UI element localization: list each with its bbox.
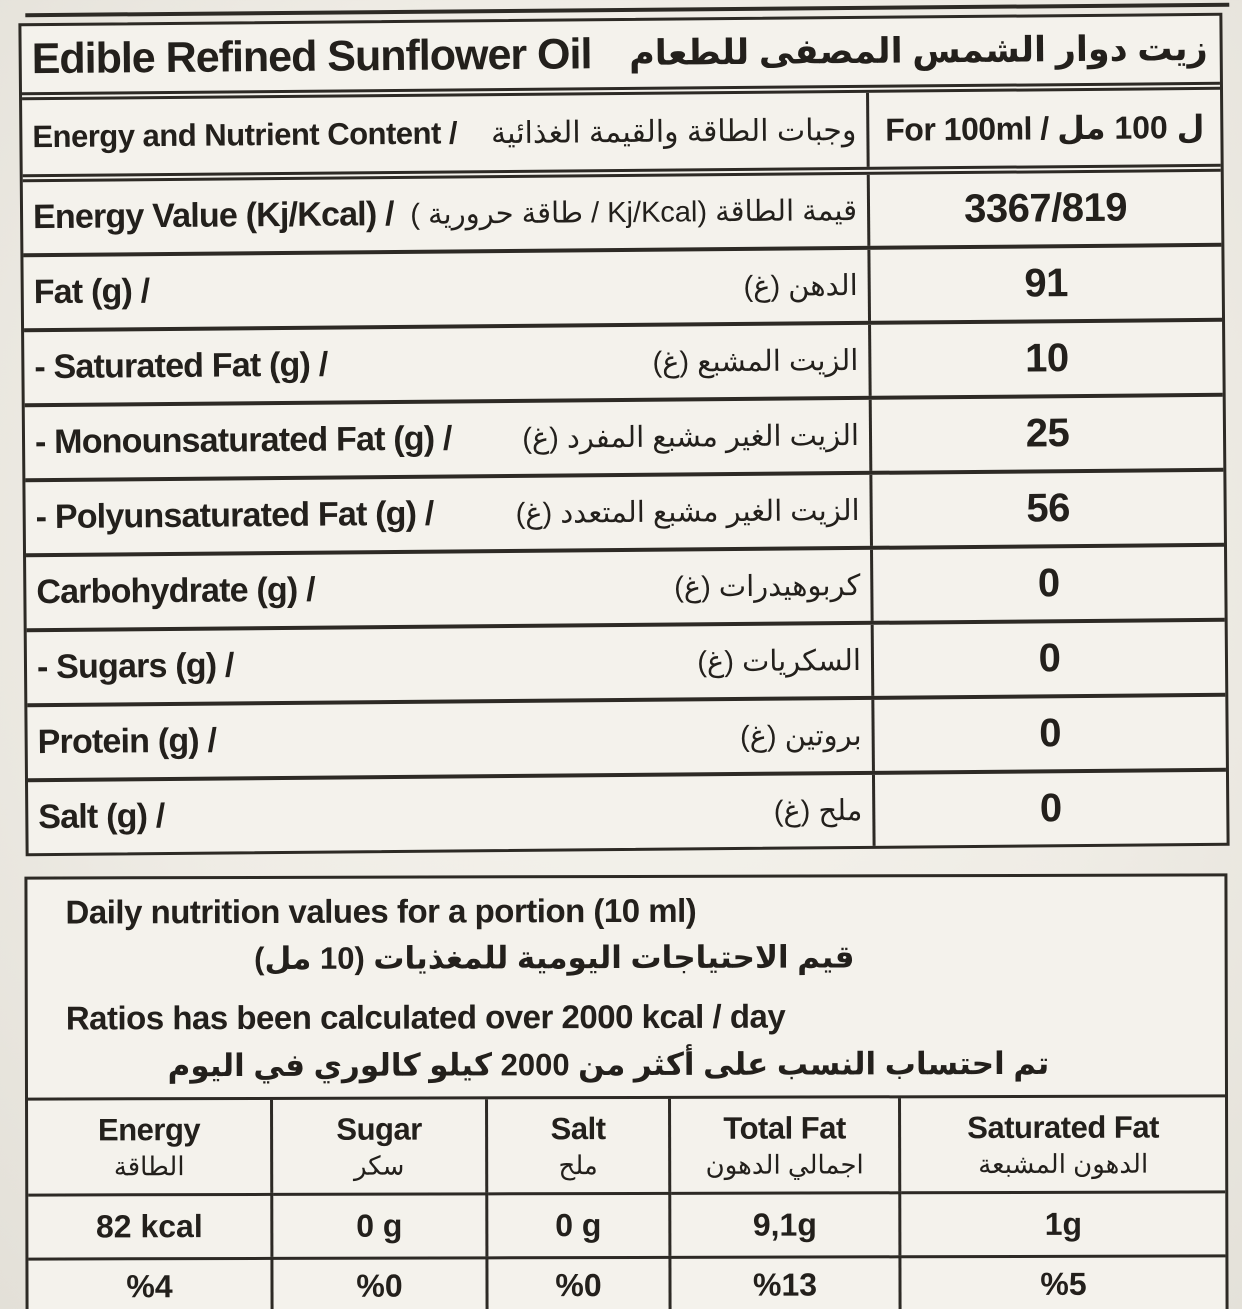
row-label-en: Energy Value (Kj/Kcal) / <box>32 195 394 237</box>
row-label-en: - Monounsaturated Fat (g) / <box>34 419 452 462</box>
row-value: 91 <box>1024 261 1069 306</box>
row-label-cell <box>28 775 876 853</box>
row-label-en: Salt (g) / <box>38 797 165 837</box>
row-salt <box>28 772 1227 853</box>
row-label-en: Fat (g) / <box>33 272 150 312</box>
percent-total-fat: %13 <box>671 1255 901 1309</box>
ratios-note-en: Ratios has been calculated over 2000 kcal / day <box>65 997 786 1037</box>
row-label-ar: الزيت الغير مشبع المتعدد (غ) <box>515 494 860 530</box>
col-header-en: Salt <box>550 1110 606 1146</box>
product-title-ar: زيت دوار الشمس المصفى للطعام <box>628 28 1208 73</box>
percent-energy: %4 <box>28 1257 273 1309</box>
col-header-saturated-fat <box>901 1097 1225 1191</box>
col-header-ar: سكر <box>353 1150 405 1181</box>
col-header-ar: الطاقة <box>113 1150 185 1181</box>
row-value: 0 <box>1039 786 1062 831</box>
row-value: 0 <box>1038 636 1061 681</box>
row-value: 0 <box>1039 711 1062 756</box>
row-label-cell <box>26 550 874 628</box>
col-header-ar: ملح <box>558 1149 598 1180</box>
row-value: 3367/819 <box>963 185 1128 232</box>
row-label-cell <box>23 175 871 253</box>
row-label-ar: بروتين (غ) <box>739 719 862 753</box>
header-label-ar: وجبات الطاقة والقيمة الغذائية <box>490 113 857 150</box>
col-header-sugar <box>273 1099 488 1193</box>
portion-values-table <box>28 1094 1226 1309</box>
col-header-en: Energy <box>97 1111 201 1147</box>
col-header-en: Sugar <box>336 1111 422 1147</box>
col-header-ar: الدهون المشبعة <box>978 1148 1149 1179</box>
row-label-cell <box>25 475 873 553</box>
row-label-ar: قيمة الطاقة (Kj/Kcal / طاقة حرورية ) <box>410 194 858 231</box>
col-header-total-fat <box>671 1098 901 1192</box>
row-saturated-fat <box>24 322 1223 407</box>
product-title-en: Edible Refined Sunflower Oil <box>31 29 592 83</box>
row-label-ar: الزيت الغير مشبع المفرد (غ) <box>522 419 860 455</box>
col-header-energy <box>28 1100 273 1194</box>
row-label-ar: الدهن (غ) <box>743 269 858 303</box>
amount-sugar: 0 g <box>273 1192 488 1257</box>
row-label-en: - Sugars (g) / <box>36 646 234 687</box>
row-label-en: - Saturated Fat (g) / <box>34 345 328 387</box>
table-header-row <box>22 90 1221 182</box>
row-label-cell <box>27 625 875 703</box>
amount-energy: 82 kcal <box>28 1193 273 1258</box>
row-label-cell <box>24 325 872 403</box>
product-title-row <box>21 16 1220 100</box>
ratios-note-ar: تم احتساب النسب على أكثر من 2000 كيلو كالوري في اليوم <box>167 1045 1050 1084</box>
row-label-ar: السكريات (غ) <box>697 644 862 679</box>
percent-saturated-fat: %5 <box>901 1254 1225 1309</box>
row-carbohydrate <box>26 547 1225 632</box>
amount-salt: 0 g <box>488 1192 671 1256</box>
amount-saturated-fat: 1g <box>901 1190 1225 1255</box>
header-per-cell: For 100ml / ل 100 مل <box>885 108 1205 148</box>
daily-values-heading-ar: قيم الاحتياجات اليومية للمغذيات (10 مل) <box>254 939 855 976</box>
percent-salt: %0 <box>488 1256 671 1309</box>
row-label-ar: ملح (غ) <box>773 794 863 828</box>
row-polyunsaturated-fat <box>25 472 1224 557</box>
col-header-en: Saturated Fat <box>967 1109 1159 1145</box>
row-value: 0 <box>1037 561 1060 606</box>
row-label-en: Protein (g) / <box>37 721 217 762</box>
row-label-cell <box>23 250 871 328</box>
row-energy-value <box>23 172 1222 257</box>
daily-values-heading-en: Daily nutrition values for a portion (10 ml) <box>65 891 697 931</box>
row-label-en: - Polyunsaturated Fat (g) / <box>35 494 434 537</box>
header-label-cell <box>22 93 870 174</box>
row-value: 10 <box>1024 336 1069 381</box>
nutrition-facts-table <box>18 13 1229 856</box>
header-label-en: Energy and Nutrient Content / <box>32 115 458 155</box>
row-value: 25 <box>1025 411 1070 456</box>
percent-sugar: %0 <box>273 1256 488 1309</box>
amount-total-fat: 9,1g <box>671 1191 901 1256</box>
row-label-ar: كربوهيدرات (غ) <box>674 569 861 604</box>
col-header-en: Total Fat <box>723 1109 846 1146</box>
row-label-ar: الزيت المشبع (غ) <box>652 344 859 379</box>
row-monounsaturated-fat <box>25 397 1224 482</box>
row-label-en: Carbohydrate (g) / <box>36 570 315 612</box>
col-header-ar: اجمالي الدهون <box>705 1148 864 1180</box>
row-label-cell <box>27 700 875 778</box>
row-fat <box>23 247 1222 332</box>
daily-values-box <box>24 873 1228 1309</box>
row-value: 56 <box>1026 486 1071 531</box>
row-protein <box>27 697 1226 782</box>
col-header-salt <box>488 1099 671 1192</box>
row-sugars <box>27 622 1226 707</box>
row-label-cell <box>25 400 873 478</box>
